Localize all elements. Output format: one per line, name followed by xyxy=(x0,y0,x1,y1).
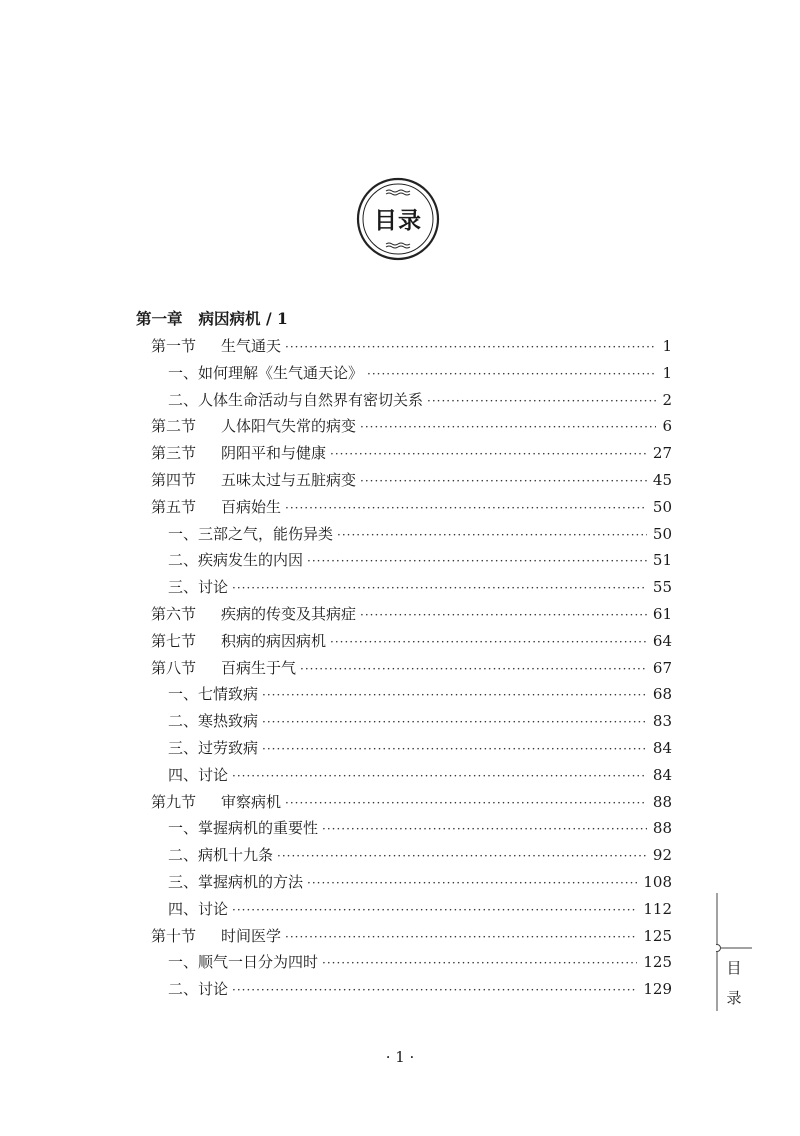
toc-entry-label xyxy=(168,896,228,922)
toc-page-number: 108 xyxy=(643,873,672,891)
toc-section-entry[interactable] xyxy=(151,333,672,359)
toc-subitem-entry[interactable] xyxy=(168,681,672,707)
dot-leader xyxy=(360,602,647,628)
dot-leader xyxy=(322,816,647,842)
toc-subitem-entry[interactable] xyxy=(168,842,672,868)
toc-entry-text: 一、七情致病 xyxy=(168,685,259,704)
toc-entry-text: 疾病的传变及其病症 xyxy=(221,605,357,623)
toc-entry-label xyxy=(168,387,423,413)
toc-subitem-entry[interactable] xyxy=(168,735,672,761)
toc-subitem-entry[interactable] xyxy=(168,387,672,413)
toc-section-entry[interactable] xyxy=(151,440,672,466)
chapter-page: / 1 xyxy=(265,309,288,328)
dot-leader xyxy=(427,388,656,414)
dot-leader xyxy=(277,843,647,869)
side-tab xyxy=(716,893,752,1011)
toc-page-number: 125 xyxy=(643,926,672,945)
toc-page-number: 92 xyxy=(652,846,672,865)
section-number: 第五节 xyxy=(151,497,197,516)
dot-leader xyxy=(285,924,637,950)
toc-page-number: 61 xyxy=(652,605,672,623)
toc-entry-text: 五味太过与五脏病变 xyxy=(221,471,357,489)
toc-page-number: 88 xyxy=(652,792,672,811)
dot-leader xyxy=(322,950,637,976)
dot-leader xyxy=(285,790,647,816)
toc-entry-label xyxy=(168,681,258,707)
toc-entry-label xyxy=(151,923,281,949)
toc-section-entry[interactable] xyxy=(151,923,672,949)
dot-leader xyxy=(360,468,647,494)
toc-page-number: 84 xyxy=(652,765,672,784)
page-number: · 1 · xyxy=(385,1048,415,1066)
toc-entry-label xyxy=(151,467,356,493)
toc-page-number: 112 xyxy=(643,899,672,918)
toc-entry-text: 二、寒热致病 xyxy=(168,712,259,731)
toc-title-emblem xyxy=(356,177,440,261)
page-title: 目录 xyxy=(374,207,422,234)
dot-leader xyxy=(232,763,647,789)
toc-entry-text: 二、讨论 xyxy=(168,980,229,999)
toc-subitem-entry[interactable] xyxy=(168,815,672,841)
toc-entry-label xyxy=(151,655,296,681)
dot-leader xyxy=(330,441,647,467)
toc-entry-label xyxy=(168,815,318,841)
toc-subitem-entry[interactable] xyxy=(168,360,672,386)
toc-entry-text: 人体阳气失常的病变 xyxy=(221,417,357,436)
toc-subitem-entry[interactable] xyxy=(168,976,672,1002)
toc-entry-text: 三、讨论 xyxy=(168,578,229,597)
toc-entry-label xyxy=(151,494,281,520)
section-number: 第九节 xyxy=(151,792,197,811)
toc-section-entry[interactable] xyxy=(151,628,672,654)
toc-entry-label xyxy=(151,789,281,815)
section-number: 第十节 xyxy=(151,926,197,945)
toc-entry-text: 生气通天 xyxy=(221,337,282,355)
toc-page-number: 45 xyxy=(652,471,672,489)
dot-leader xyxy=(262,682,647,708)
toc-entry-label xyxy=(168,869,303,895)
toc-entry-text: 二、病机十九条 xyxy=(168,846,274,865)
side-tab-char-2: 录 xyxy=(726,989,742,1007)
toc-entry-label xyxy=(168,762,228,788)
dot-leader xyxy=(232,897,637,923)
toc-entry-label xyxy=(151,601,356,627)
toc-page-number: 67 xyxy=(652,658,672,677)
dot-leader xyxy=(232,575,647,601)
toc-entry-label xyxy=(168,521,333,547)
toc-entry-text: 时间医学 xyxy=(221,926,282,945)
toc-page-number: 88 xyxy=(652,819,672,838)
toc-entry-text: 三、过劳致病 xyxy=(168,739,259,757)
side-tab-char-1: 目 xyxy=(726,959,742,977)
toc-entry-text: 二、疾病发生的内因 xyxy=(168,551,304,570)
toc-entry-text: 二、人体生命活动与自然界有密切关系 xyxy=(168,390,424,409)
toc-page-number: 1 xyxy=(662,337,672,355)
dot-leader xyxy=(367,361,656,387)
toc-section-entry[interactable] xyxy=(151,494,672,520)
toc-page-number: 50 xyxy=(652,497,672,516)
toc-page-number: 27 xyxy=(652,444,672,463)
dot-leader xyxy=(285,334,656,360)
toc-entry-label xyxy=(168,735,258,761)
section-number: 第一节 xyxy=(151,337,197,355)
toc-subitem-entry[interactable] xyxy=(168,574,672,600)
toc-entry-label xyxy=(168,708,258,734)
toc-subitem-entry[interactable] xyxy=(168,869,672,895)
toc-subitem-entry[interactable] xyxy=(168,708,672,734)
toc-entry-label xyxy=(151,628,326,654)
section-number: 第八节 xyxy=(151,658,197,677)
toc-entry-label xyxy=(168,976,228,1002)
toc-page-number: 129 xyxy=(643,980,672,999)
toc-entry-text: 百病始生 xyxy=(221,497,282,516)
toc-page-number: 1 xyxy=(662,363,672,382)
toc-entry-label xyxy=(168,547,303,573)
dot-leader xyxy=(262,709,647,735)
section-number: 第二节 xyxy=(151,417,197,436)
toc-section-entry[interactable] xyxy=(151,601,672,627)
toc-section-entry[interactable] xyxy=(151,789,672,815)
toc-entry-text: 一、掌握病机的重要性 xyxy=(168,819,319,838)
chapter-heading[interactable] xyxy=(136,307,288,329)
toc-entry-label xyxy=(151,333,281,359)
toc-entry-text: 四、讨论 xyxy=(168,765,229,784)
section-number: 第四节 xyxy=(151,471,197,489)
section-number: 第三节 xyxy=(151,444,197,463)
dot-leader xyxy=(307,870,637,896)
toc-page-number: 64 xyxy=(652,631,672,650)
toc-subitem-entry[interactable] xyxy=(168,949,672,975)
toc-section-entry[interactable] xyxy=(151,467,672,493)
toc-section-entry[interactable] xyxy=(151,655,672,681)
toc-entry-label xyxy=(168,360,363,386)
toc-page-number: 51 xyxy=(652,551,672,570)
toc-entry-text: 一、三部之气，能伤异类 xyxy=(168,524,334,543)
toc-entry-text: 一、如何理解《生气通天论》 xyxy=(168,363,364,382)
toc-page-number: 68 xyxy=(652,685,672,704)
toc-entry-text: 四、讨论 xyxy=(168,899,229,918)
toc-entry-label xyxy=(168,842,273,868)
toc-page-number: 55 xyxy=(652,578,672,597)
section-number: 第七节 xyxy=(151,631,197,650)
toc-entry-text: 阴阳平和与健康 xyxy=(221,444,327,463)
toc-entry-label xyxy=(151,413,356,439)
toc-page-number: 50 xyxy=(652,524,672,543)
toc-entry-text: 三、掌握病机的方法 xyxy=(168,873,304,891)
toc-page-number: 2 xyxy=(662,390,672,409)
toc-page-number: 6 xyxy=(662,417,672,436)
toc-subitem-entry[interactable] xyxy=(168,896,672,922)
toc-entry-text: 百病生于气 xyxy=(221,658,297,677)
dot-leader xyxy=(360,414,656,440)
dot-leader xyxy=(337,522,647,548)
toc-entry-label xyxy=(151,440,326,466)
toc-entry-label xyxy=(168,574,228,600)
toc-entry-text: 审察病机 xyxy=(221,792,282,811)
dot-leader xyxy=(300,656,647,682)
dot-leader xyxy=(262,736,647,762)
toc-subitem-entry[interactable] xyxy=(168,547,672,573)
toc-page-number: 84 xyxy=(652,739,672,757)
toc-subitem-entry[interactable] xyxy=(168,521,672,547)
chapter-title: 病因病机 xyxy=(198,309,261,328)
dot-leader xyxy=(285,495,647,521)
toc-page-number: 83 xyxy=(652,712,672,731)
toc-subitem-entry[interactable] xyxy=(168,762,672,788)
chapter-number: 第一章 xyxy=(136,309,183,328)
toc-section-entry[interactable] xyxy=(151,413,672,439)
section-number: 第六节 xyxy=(151,605,197,623)
toc-page-number: 125 xyxy=(643,953,672,972)
toc-entry-text: 积病的病因病机 xyxy=(221,631,327,650)
dot-leader xyxy=(307,548,647,574)
toc-entry-text: 一、顺气一日分为四时 xyxy=(168,953,319,972)
toc-entry-label xyxy=(168,949,318,975)
dot-leader xyxy=(330,629,647,655)
dot-leader xyxy=(232,977,637,1003)
